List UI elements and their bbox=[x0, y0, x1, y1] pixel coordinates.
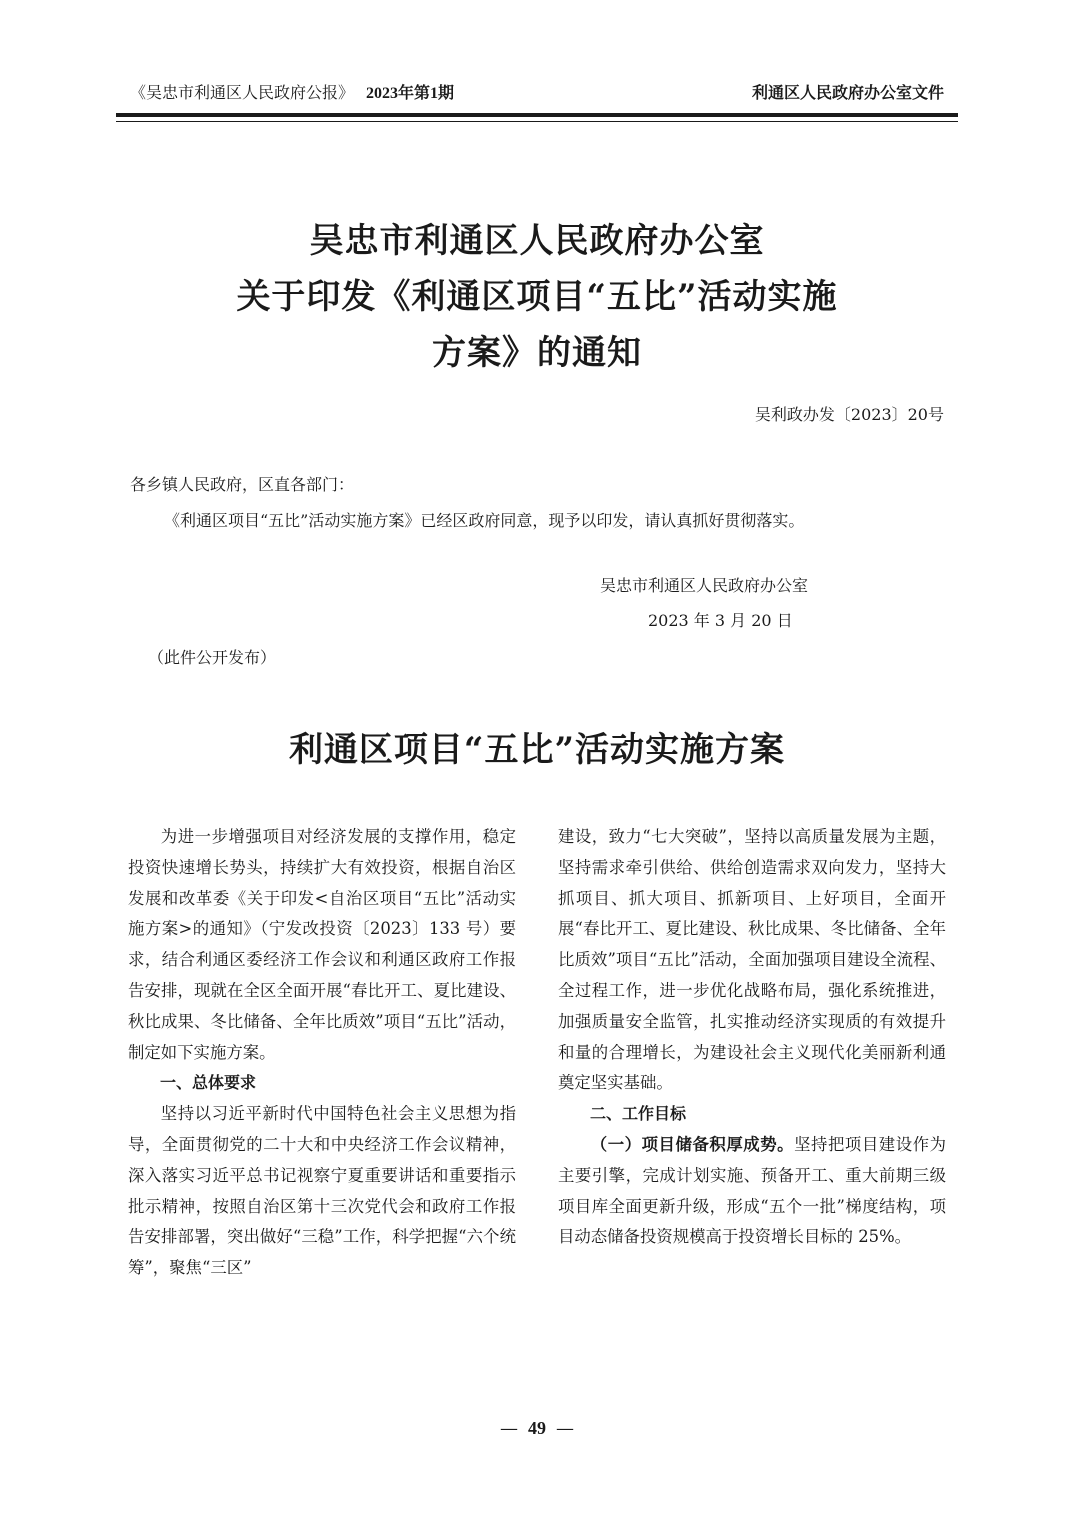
item-1-paragraph bbox=[558, 1130, 946, 1253]
plan-title: 利通区项目“五比”活动实施方案 bbox=[288, 730, 786, 770]
issue-date: 2023 年 3 月 20 日 bbox=[648, 611, 793, 630]
notice-title-line-3: 方案》的通知 bbox=[432, 333, 642, 373]
salutation: 各乡镇人民政府，区直各部门： bbox=[130, 475, 355, 494]
notice-body: 《利通区项目“五比”活动实施方案》已经区政府同意，现予以印发，请认真抓好贯彻落实。 bbox=[164, 511, 805, 530]
notice-title-line-2: 关于印发《利通区项目“五比”活动实施 bbox=[236, 277, 838, 317]
publication-name: 《吴忠市利通区人民政府公报》 bbox=[130, 83, 355, 102]
section-1-paragraph: 坚持以习近平新时代中国特色社会主义思想为指导，全面贯彻党的二十大和中央经济工作会议精神，深入落实习近平总书记视察宁夏重要讲话和重要指示批示精神，按照自治区第十三次党代会和政府工作报告安排部署，突出做好“三稳”工作，科学把握“六个统筹”，聚焦“三区” bbox=[128, 1104, 516, 1278]
intro-paragraph: 为进一步增强项目对经济发展的支撑作用，稳定投资快速增长势头，持续扩大有效投资，根据自治区发展和改革委《关于印发<自治区项目“五比”活动实施方案>的通知》（宁发改投资〔2023〕133 号）要求，结合利通区委经济工作会议和利通区政府工作报告安排，现就在全区全面开展“春比开工、夏比建设、秋比成果、冬比储备、全年比质效”项目“五比”活动，制定如下实施方案。 bbox=[128, 827, 516, 1062]
header-rule-thin bbox=[116, 121, 958, 122]
issuer-signature: 吴忠市利通区人民政府办公室 bbox=[600, 576, 809, 595]
publication-note: （此件公开发布） bbox=[148, 648, 277, 667]
header-rule-thick bbox=[116, 113, 958, 117]
page-number-value: 49 bbox=[528, 1418, 546, 1438]
page-dash-right: — bbox=[556, 1418, 574, 1439]
issue-number: 2023年第1期 bbox=[366, 85, 455, 102]
running-header-right: 利通区人民政府办公室文件 bbox=[751, 83, 944, 102]
notice-title-line-1: 吴忠市利通区人民政府办公室 bbox=[309, 221, 765, 261]
item-1-lead: （一）项目储备积厚成势。 bbox=[590, 1134, 795, 1154]
section-heading-1: 一、总体要求 bbox=[160, 1073, 257, 1093]
section-heading-2: 二、工作目标 bbox=[590, 1104, 687, 1124]
item-1-body: 坚持把项目建设作为主要引擎，完成计划实施、预备开工、重大前期三级项目库全面更新升级，形成“五个一批”梯度结构，项目动态储备投资规模高于投资增长目标的 25%。 bbox=[558, 1134, 947, 1247]
section-1-paragraph-continued: 建设，致力“七大突破”，坚持以高质量发展为主题，坚持需求牵引供给、供给创造需求双向发力，坚持大抓项目、抓大项目、抓新项目、上好项目，全面开展“春比开工、夏比建设、秋比成果、冬比储备、全年比质效”项目“五比”活动，全面加强项目建设全流程、全过程工作，进一步优化战略布局，强化系统推进，加强质量安全监管，扎实推动经济实现质的有效提升和量的合理增长，为建设社会主义现代化美丽新利通奠定坚实基础。 bbox=[558, 827, 946, 1093]
running-header-left bbox=[130, 80, 454, 103]
left-column bbox=[128, 822, 516, 1284]
document-number: 吴利政办发〔2023〕20号 bbox=[754, 405, 944, 424]
page-number bbox=[0, 1418, 1074, 1439]
right-column bbox=[558, 822, 946, 1253]
page-dash-left: — bbox=[500, 1418, 518, 1439]
